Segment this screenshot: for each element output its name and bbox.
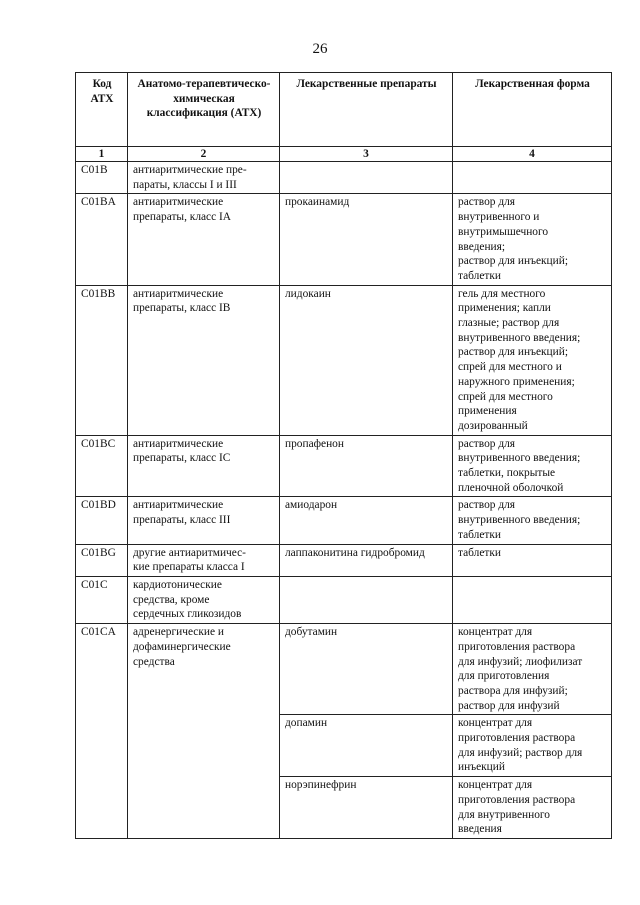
column-number: 4 xyxy=(453,147,612,162)
drug-cell: лаппаконитина гидробромид xyxy=(280,544,453,576)
atc-code: C01BA xyxy=(76,194,128,285)
atc-code: C01CA xyxy=(76,624,128,839)
form-cell: концентрат для приготовления раствора для инфузий; раствор для инъекций xyxy=(453,715,612,777)
drug-cell: добутамин xyxy=(280,624,453,715)
table-header-row xyxy=(76,73,612,147)
form-cell xyxy=(453,576,612,623)
table-row xyxy=(76,194,612,285)
atc-code: C01BG xyxy=(76,544,128,576)
form-cell: концентрат для приготовления раствора для внутривенного введения xyxy=(453,777,612,839)
classification-cell: адренергические и дофаминергические средства xyxy=(128,624,280,839)
form-cell: гель для местного применения; капли глазные; раствор для внутривенного введения; раствор для инъекций; спрей для местного и наружного применения; спрей для местного применения дозированный xyxy=(453,285,612,435)
form-cell: раствор для внутривенного и внутримышечного введения; раствор для инъекций; таблетки xyxy=(453,194,612,285)
form-cell: таблетки xyxy=(453,544,612,576)
column-number: 1 xyxy=(76,147,128,162)
page-number: 26 xyxy=(312,41,328,57)
classification-cell: антиаритмические препараты, класс III xyxy=(128,497,280,544)
classification-cell: антиаритмические препараты, класс IC xyxy=(128,435,280,497)
header-code: Код АТХ xyxy=(76,73,128,147)
header-form: Лекарственная форма xyxy=(453,73,612,147)
table-row xyxy=(76,624,612,715)
drug-cell: норэпинефрин xyxy=(280,777,453,839)
form-cell xyxy=(453,162,612,194)
form-cell: концентрат для приготовления раствора для инфузий; лиофилизат для приготовления раствора для инфузий; раствор для инфузий xyxy=(453,624,612,715)
table-row xyxy=(76,576,612,623)
atc-code: C01BC xyxy=(76,435,128,497)
drug-cell: прокаинамид xyxy=(280,194,453,285)
classification-cell: антиаритмические препараты, класс IB xyxy=(128,285,280,435)
form-cell: раствор для внутривенного введения; таблетки, покрытые пленочной оболочкой xyxy=(453,435,612,497)
table-row xyxy=(76,285,612,435)
classification-cell: антиаритмические пре- параты, классы I и III xyxy=(128,162,280,194)
atc-code: C01B xyxy=(76,162,128,194)
drug-cell: лидокаин xyxy=(280,285,453,435)
atc-code: C01C xyxy=(76,576,128,623)
classification-cell: другие антиаритмичес- кие препараты класса I xyxy=(128,544,280,576)
drug-cell: амиодарон xyxy=(280,497,453,544)
table-row xyxy=(76,497,612,544)
classification-cell: кардиотонические средства, кроме сердечных гликозидов xyxy=(128,576,280,623)
drug-cell xyxy=(280,576,453,623)
drug-cell: допамин xyxy=(280,715,453,777)
column-number: 2 xyxy=(128,147,280,162)
classification-cell: антиаритмические препараты, класс IA xyxy=(128,194,280,285)
header-classification: Анатомо-терапевтическо-химическая классификация (АТХ) xyxy=(128,73,280,147)
table-row xyxy=(76,544,612,576)
atc-code: C01BB xyxy=(76,285,128,435)
column-number: 3 xyxy=(280,147,453,162)
header-drugs: Лекарственные препараты xyxy=(280,73,453,147)
atc-code: C01BD xyxy=(76,497,128,544)
atc-table xyxy=(75,72,612,839)
column-number-row xyxy=(76,147,612,162)
drug-cell xyxy=(280,162,453,194)
table-row xyxy=(76,435,612,497)
table-row xyxy=(76,162,612,194)
drug-cell: пропафенон xyxy=(280,435,453,497)
form-cell: раствор для внутривенного введения; таблетки xyxy=(453,497,612,544)
